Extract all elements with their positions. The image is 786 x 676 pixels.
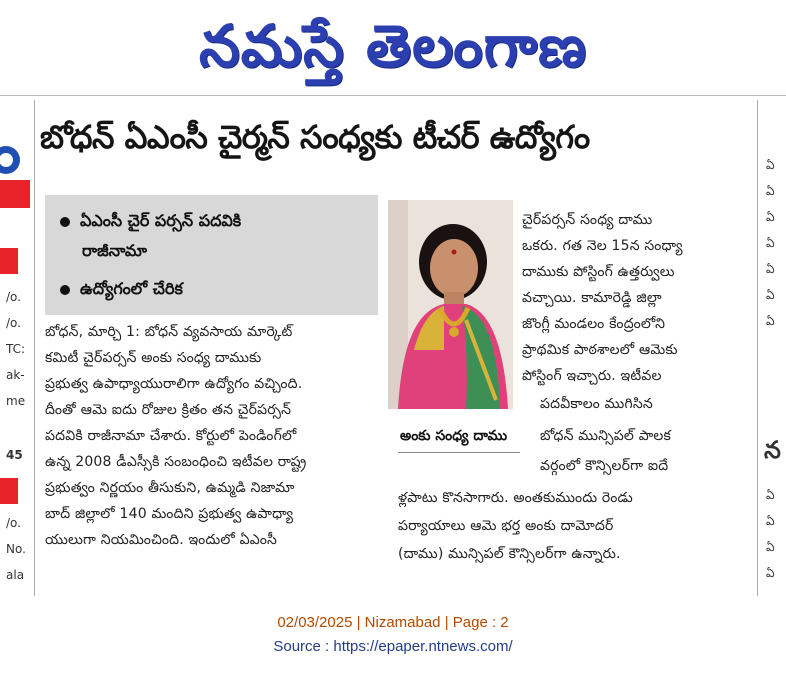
- left-fragment: TC:: [6, 342, 26, 356]
- right-fragment: ఏ: [766, 288, 775, 302]
- right-fragment: ఏ: [766, 566, 775, 580]
- right-fragment: ఏ: [766, 210, 775, 224]
- left-fragment: 45: [6, 448, 23, 462]
- body-line: పదవీకాలం ముగిసిన: [540, 396, 653, 412]
- left-red-badge: [0, 248, 18, 274]
- newspaper-title: నమస్తే తెలంగాణ: [199, 12, 587, 80]
- body-line: పర్యాయాలు ఆమె భర్త అంకు దామోదర్: [398, 518, 614, 534]
- left-fragment: ala: [6, 568, 25, 582]
- right-fragment: ఏ: [766, 236, 775, 250]
- left-adjacent-column: [0, 100, 32, 596]
- source-link[interactable]: Source : https://epaper.ntnews.com/: [273, 638, 513, 655]
- masthead-divider: [0, 95, 786, 96]
- left-red-badge: [0, 478, 18, 504]
- right-fragment: ఏ: [766, 184, 775, 198]
- right-fragment: ఏ: [766, 540, 775, 554]
- left-fragment: me: [6, 394, 26, 408]
- right-fragment: ఏ: [766, 514, 775, 528]
- body-line: వచ్చాయి. కామారెడ్డి జిల్లా: [522, 290, 662, 306]
- body-line: ప్రభుత్వం నిర్ణయం తీసుకుని, ఉమ్మడి నిజామా: [45, 480, 295, 496]
- body-line: వర్గంలో కౌన్సిలర్‌గా ఐదే: [540, 458, 669, 474]
- right-fragment: ఏ: [766, 488, 775, 502]
- highlight-item: [60, 211, 241, 234]
- portrait-illustration: [388, 200, 513, 409]
- column-rule-left: [34, 100, 35, 596]
- body-line: పోస్టింగ్ ఇచ్చారు. ఇటీవల: [522, 368, 662, 384]
- body-line: (దాము) మున్సిపల్ కౌన్సిలర్‌గా ఉన్నారు.: [398, 546, 621, 562]
- body-line: ప్రాథమిక పాఠశాలలో ఆమెకు: [522, 342, 678, 358]
- left-fragment: /o.: [6, 316, 21, 330]
- photo-caption: అంకు సంధ్య దాము: [400, 428, 508, 444]
- body-line: చైర్‌పర్సన్ సంధ్య దాము: [522, 212, 653, 228]
- body-line: బోధన్ మున్సిపల్ పాలక: [540, 428, 671, 444]
- highlight-item: [60, 279, 183, 302]
- left-fragment: No.: [6, 542, 26, 556]
- right-fragment: ఏ: [766, 158, 775, 172]
- body-line: జొంగ్లీ మండలం కేంద్రంలోని: [522, 316, 666, 332]
- body-line: బాద్ జిల్లాలో 140 మందిని ప్రభుత్వ ఉపాధ్యా: [45, 506, 294, 522]
- body-line: బోధన్, మార్చి 1: బోధన్ వ్యవసాయ మార్కెట్: [45, 324, 293, 340]
- bullet-icon: [60, 217, 70, 227]
- left-fragment: ak-: [6, 368, 25, 382]
- caption-divider: [398, 452, 520, 453]
- left-fragment: /o.: [6, 516, 21, 530]
- article-headline: బోధన్ ఏఎంసీ చైర్మన్ సంధ్యకు టీచర్ ఉద్యోగం: [40, 118, 590, 156]
- body-line: దీంతో ఆమె ఐదు రోజుల క్రితం తన చైర్‌పర్సన్: [45, 402, 292, 418]
- left-fragment: /o.: [6, 290, 21, 304]
- body-line: కమిటీ చైర్‌పర్సన్ అంకు సంధ్య దాముకు: [45, 350, 262, 366]
- bullet-icon: [60, 285, 70, 295]
- right-adjacent-column: [760, 100, 786, 596]
- highlight-text: ఏఎంసీ చైర్ పర్సన్ పదవికి: [80, 211, 242, 230]
- right-fragment: ఏ: [766, 262, 775, 276]
- right-fragment: న: [764, 436, 781, 464]
- body-line: ప్రభుత్వ ఉపాధ్యాయురాలిగా ఉద్యోగం వచ్చింది.: [45, 376, 303, 392]
- right-fragment: ఏ: [766, 314, 775, 328]
- masthead: [0, 0, 786, 95]
- highlight-text: రాజీనామా: [82, 241, 147, 260]
- body-line: యులుగా నియమించింది. ఇందులో ఏఎంసీ: [45, 532, 278, 548]
- body-line: ళ్లపాటు కొనసాగారు. అంతకుముందు రెండు: [398, 490, 633, 506]
- highlights-box: [45, 195, 378, 315]
- body-line: పదవికి రాజీనామా చేశారు. కోర్టులో పెండింగ్‌లో: [45, 428, 297, 444]
- edition-info: 02/03/2025 | Nizamabad | Page : 2: [277, 614, 509, 631]
- column-rule-right: [757, 100, 758, 596]
- highlight-text: ఉద్యోగంలో చేరిక: [80, 279, 183, 298]
- body-line: దాముకు పోస్టింగ్ ఉత్తర్వులు: [522, 264, 675, 280]
- body-line: ఒకరు. గత నెల 15న సంధ్యా: [522, 238, 683, 254]
- body-line: ఉన్న 2008 డీఎస్సీకి సంబంధించి ఇటీవల రాష్ట్ర: [45, 454, 307, 470]
- portrait-photo: [388, 200, 513, 409]
